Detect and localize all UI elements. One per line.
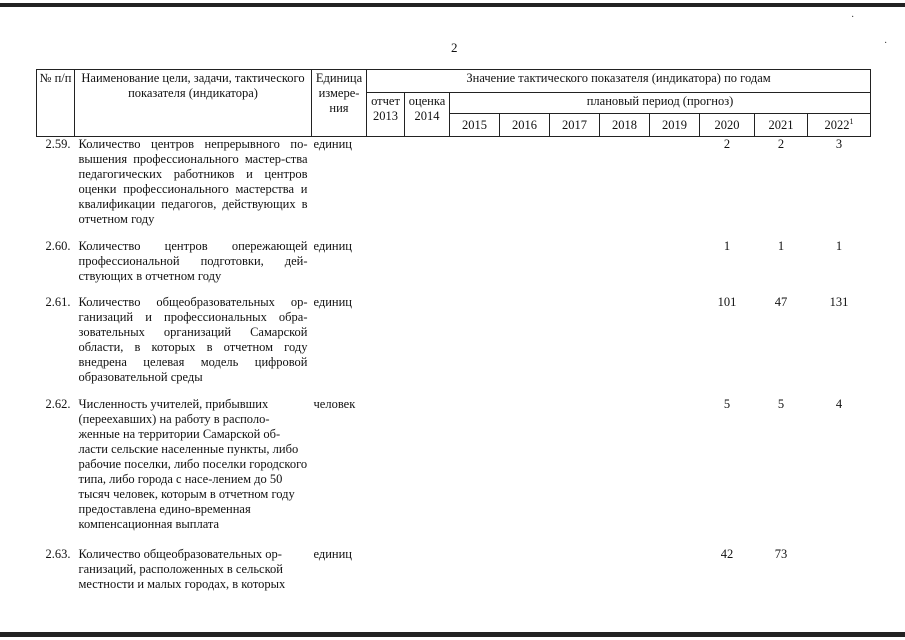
header-year: 2019 (650, 114, 700, 137)
header-name: Наименование цели, задачи, тактического показателя (индикатора) (75, 70, 312, 137)
indicator-table (36, 69, 871, 602)
table-row (37, 239, 871, 295)
table-header (37, 70, 871, 137)
row-name: Количество общеобразовательных ор-ганизаций, расположенных в сельской местности и малых городах, в которых (78, 546, 286, 591)
row-unit: единиц (313, 238, 353, 253)
value-2022: 3 (835, 137, 843, 151)
value-2021: 73 (774, 546, 788, 561)
estimate-year: 2014 (414, 109, 440, 123)
table-row (37, 295, 871, 397)
table-body (37, 137, 871, 602)
header-num: № п/п (37, 70, 75, 137)
value-2022 (808, 547, 871, 602)
header-year: 2015 (450, 114, 500, 137)
value-2021: 5 (777, 396, 785, 411)
value-2020: 42 (720, 546, 734, 561)
report-year: 2013 (373, 109, 398, 123)
row-number: 2.63. (45, 546, 71, 561)
header-report (367, 93, 405, 137)
row-name: Количество общеобразовательных ор-ганизаций и профессиональных обра-зовательных организаций Самарской области, в которых в отчетном году внедрена целевая модель цифровой образовательной среды (78, 294, 308, 384)
row-number: 2.59. (45, 137, 71, 151)
row-number: 2.62. (45, 396, 71, 411)
header-year: 2016 (500, 114, 550, 137)
value-2021: 2 (777, 137, 785, 151)
header-year: 2018 (600, 114, 650, 137)
scan-speck: · (884, 38, 888, 49)
estimate-label: оценка (408, 94, 446, 108)
header-year: 2021 (755, 114, 808, 137)
row-unit: единиц (313, 546, 353, 561)
row-unit: единиц (313, 294, 353, 309)
year-2022-label: 2022 (824, 117, 850, 132)
page-number: 2 (451, 40, 458, 55)
header-values-by-year: Значение тактического показателя (индикатора) по годам (367, 70, 871, 93)
row-name: Количество центров опережающей профессиональной подготовки, дей-ствующих в отчетном году (78, 238, 308, 283)
report-label: отчет (371, 94, 400, 108)
value-2020: 101 (717, 294, 737, 309)
header-unit: Единица измере-ния (312, 70, 367, 137)
row-unit: человек (313, 396, 356, 411)
row-name: Количество центров непрерывного по-вышения профессионального мастер-ства педагогических работников и центров оценки профессионального мастерства и квалификации педагогов, действующих в отчетном году (78, 137, 308, 226)
value-2022: 1 (835, 238, 843, 253)
value-2020: 1 (723, 238, 731, 253)
table-row (37, 397, 871, 547)
value-2021: 47 (774, 294, 788, 309)
row-unit: единиц (313, 137, 353, 151)
value-2020: 2 (723, 137, 731, 151)
value-2022: 4 (835, 396, 843, 411)
row-number: 2.61. (45, 294, 71, 309)
value-2022: 131 (829, 294, 849, 309)
bottom-border-rule (0, 632, 905, 637)
header-year: 2017 (550, 114, 600, 137)
value-2021: 1 (777, 238, 785, 253)
table-row (37, 137, 871, 239)
footnote-mark: 1 (849, 116, 854, 126)
scan-speck: · (851, 12, 855, 23)
value-2020: 5 (723, 396, 731, 411)
header-year: 2020 (700, 114, 755, 137)
header-plan-period: плановый период (прогноз) (450, 93, 871, 114)
row-number: 2.60. (45, 238, 71, 253)
table-row (37, 547, 871, 602)
header-year-2022 (808, 114, 871, 137)
top-border-rule (0, 3, 905, 7)
row-name: Численность учителей, прибывших (переехавших) на работу в располо-женные на территории Самарской об-ласти сельские населенные пункты, либо рабочие поселки, либо поселки городского типа, либо города с насе-лением до 50 тысяч человек, которым в отчетном году предоставлена едино-временная компенсационная выплата (78, 396, 308, 531)
header-estimate (405, 93, 450, 137)
